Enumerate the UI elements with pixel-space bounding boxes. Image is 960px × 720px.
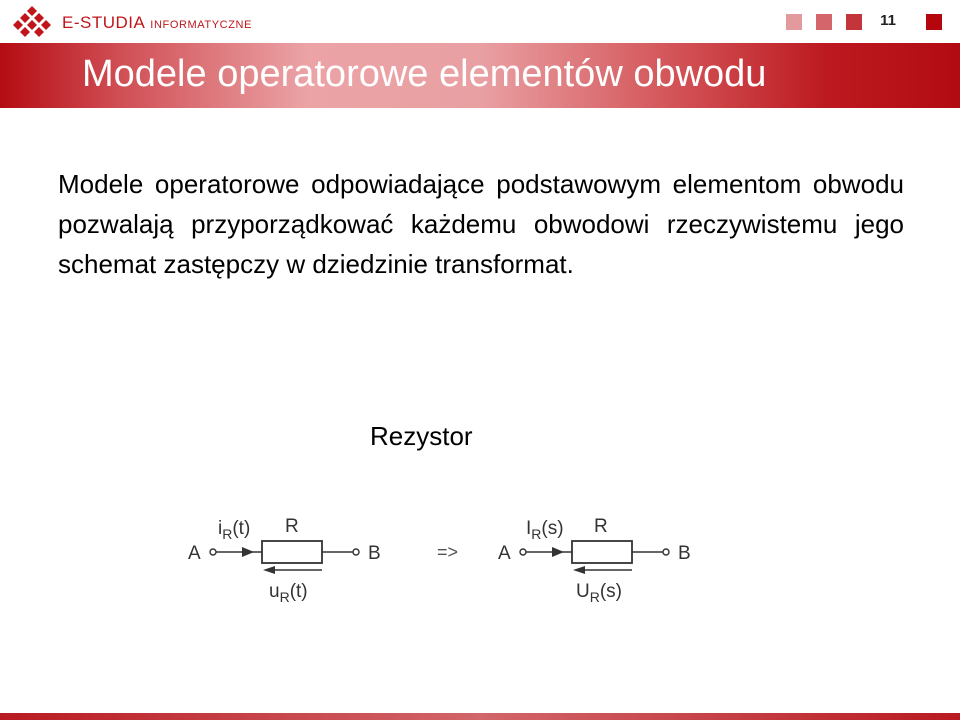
voltage-arrow-icon xyxy=(263,566,275,574)
header-square-1 xyxy=(786,14,802,30)
terminal-a xyxy=(520,549,526,555)
page-number: 11 xyxy=(880,12,896,29)
voltage-arrow-icon xyxy=(573,566,585,574)
element-label: R xyxy=(594,516,608,537)
terminal-b xyxy=(353,549,359,555)
resistor-symbol xyxy=(262,541,322,563)
brand-main-text: E-STUDIA xyxy=(62,13,146,32)
node-b-label: B xyxy=(678,543,691,564)
section-heading: Rezystor xyxy=(370,421,473,451)
brand-sub-text: INFORMATYCZNE xyxy=(150,19,252,31)
time-domain-circuit xyxy=(188,516,381,605)
resistor-symbol xyxy=(572,541,632,563)
current-label: $I_R(s)$ xyxy=(526,518,564,542)
node-a-label: A xyxy=(188,543,201,564)
bottom-bar xyxy=(0,713,960,720)
body-paragraph: Modele operatorowe odpowiadające podstawowym elementom obwodu pozwalają przyporządkować każdemu obwodowi rzeczywistemu jego schemat zastępczy w dziedzinie transformat. xyxy=(58,169,904,279)
slide-title: Modele operatorowe elementów obwodu xyxy=(82,53,767,95)
terminal-b xyxy=(663,549,669,555)
header-square-4 xyxy=(926,14,942,30)
header-square-2 xyxy=(816,14,832,30)
e-studia-logo-icon xyxy=(10,4,54,38)
terminal-a xyxy=(210,549,216,555)
voltage-label: $u_R(t)$ xyxy=(269,581,308,605)
node-b-label: B xyxy=(368,543,381,564)
brand-name xyxy=(62,13,252,33)
header-square-3 xyxy=(846,14,862,30)
resistor-circuit-diagram xyxy=(180,505,700,605)
node-a-label: A xyxy=(498,543,511,564)
s-domain-circuit xyxy=(498,516,691,605)
current-label: $i_R(t)$ xyxy=(218,518,251,542)
current-arrow-icon xyxy=(242,547,254,557)
current-arrow-icon xyxy=(552,547,564,557)
transform-arrow: => xyxy=(437,542,459,562)
element-label: R xyxy=(285,516,299,537)
voltage-label: $U_R(s)$ xyxy=(576,581,623,605)
